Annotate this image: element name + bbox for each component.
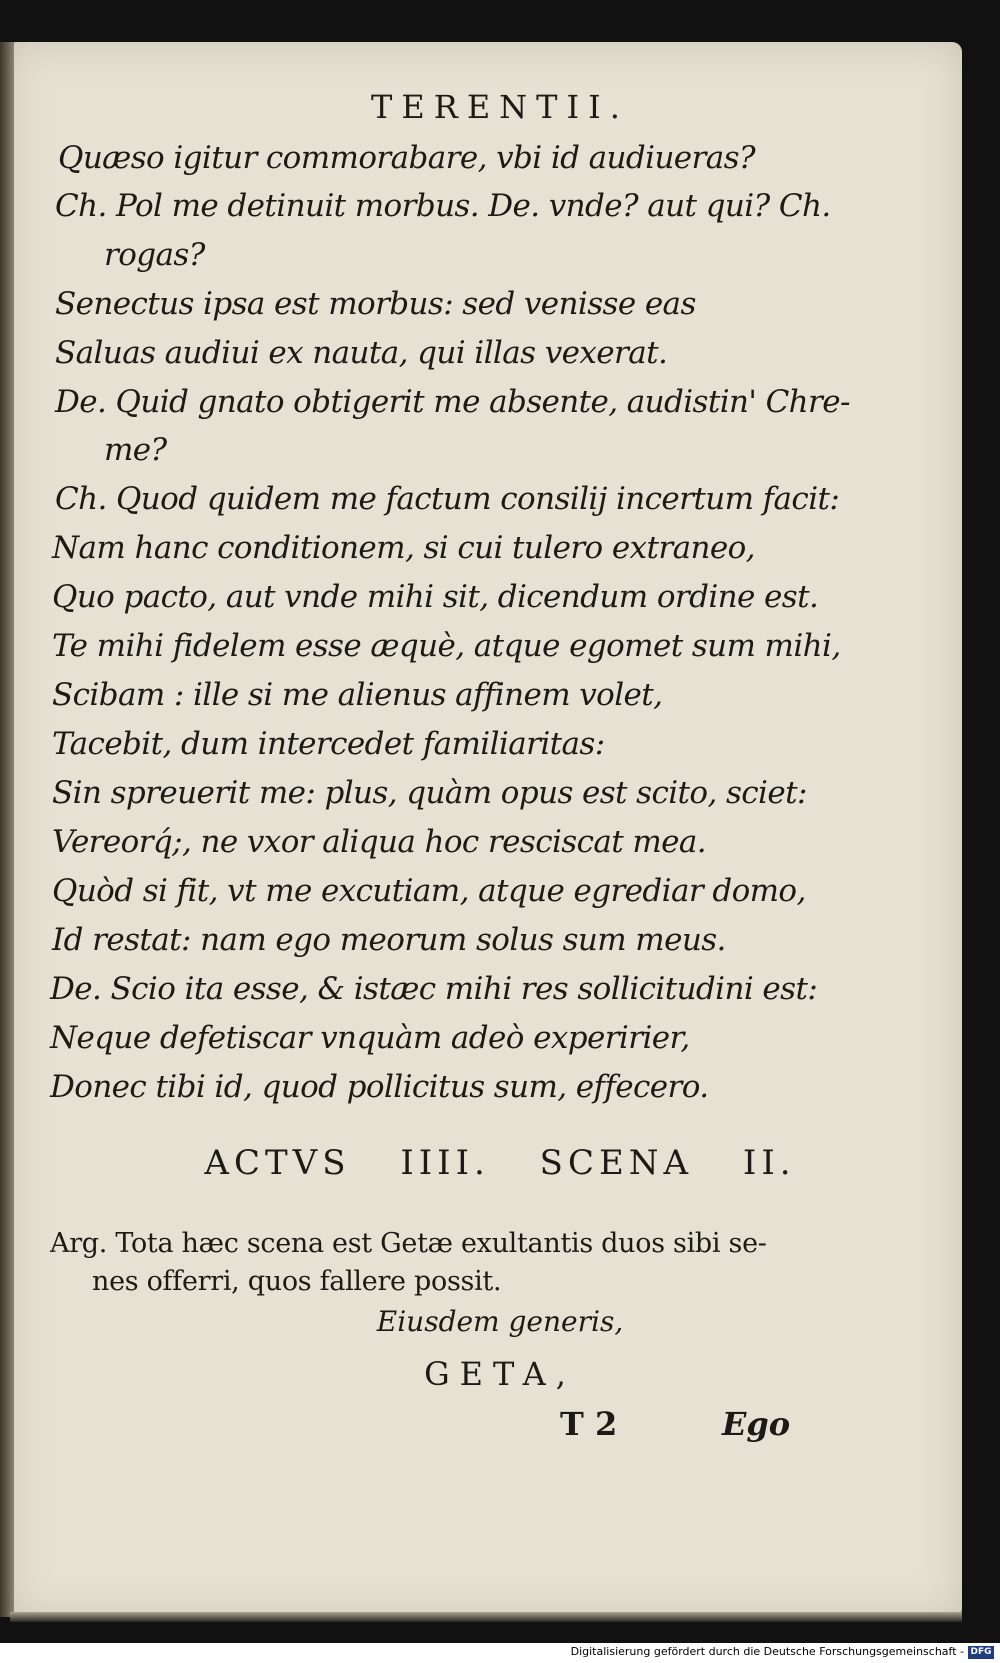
speaker-name: GETA, [424,1355,576,1393]
running-head: TERENTII. [371,88,629,126]
verse-line: Quæso igitur commorabare, vbi id audiueras? [58,140,755,176]
verse-line: Te mihi fidelem esse æquè, atque egomet sum mihi, [52,628,841,664]
digitization-credit: Digitalisierung gefördert durch die Deutsche Forschungsgemeinschaft - [570,1645,964,1658]
signature-mark: T 2 [560,1405,618,1443]
argument-line: Arg. Tota hæc scena est Getæ exultantis duos sibi se- [50,1228,767,1259]
dfg-logo-icon: DFG [968,1646,994,1659]
argument-line: nes offerri, quos fallere possit. [92,1266,502,1297]
verse-line: Senectus ipsa est morbus: sed venisse eas [55,286,696,322]
verse-line: Ch. Pol me detinuit morbus. De. vnde? aut qui? Ch. [55,188,831,224]
verse-line: me? [104,432,167,468]
meter-note: Eiusdem generis, [376,1305,624,1338]
verse-line: Quòd si fit, vt me excutiam, atque egrediar domo, [52,873,806,909]
verse-line: Scibam : ille si me alienus affinem volet, [52,677,663,713]
verse-line: Vereorq́;, ne vxor aliqua hoc resciscat mea. [52,824,707,860]
act-scene-heading: ACTVS IIII. SCENA II. [204,1143,796,1183]
verse-line: rogas? [104,237,205,273]
verse-line: Id restat: nam ego meorum solus sum meus. [52,922,726,958]
verse-line: De. Scio ita esse, & istæc mihi res sollicitudini est: [50,971,818,1007]
verse-line: Sin spreuerit me: plus, quàm opus est scito, sciet: [52,775,807,811]
verse-line: Tacebit, dum intercedet familiaritas: [52,726,605,762]
page-bottom-edge [10,1612,962,1622]
verse-line: Neque defetiscar vnquàm adeò experirier, [50,1020,690,1056]
verse-line: Quo pacto, aut vnde mihi sit, dicendum ordine est. [52,579,819,615]
verse-line: De. Quid gnato obtigerit me absente, audistin' Chre- [55,384,850,420]
catchword: Ego [722,1405,791,1443]
verse-line: Donec tibi id, quod pollicitus sum, effecero. [50,1069,709,1105]
verse-line: Saluas audiui ex nauta, qui illas vexerat. [55,335,668,371]
verse-line: Nam hanc conditionem, si cui tulero extraneo, [52,530,755,566]
verse-line: Ch. Quod quidem me factum consilij incertum facit: [55,481,840,517]
